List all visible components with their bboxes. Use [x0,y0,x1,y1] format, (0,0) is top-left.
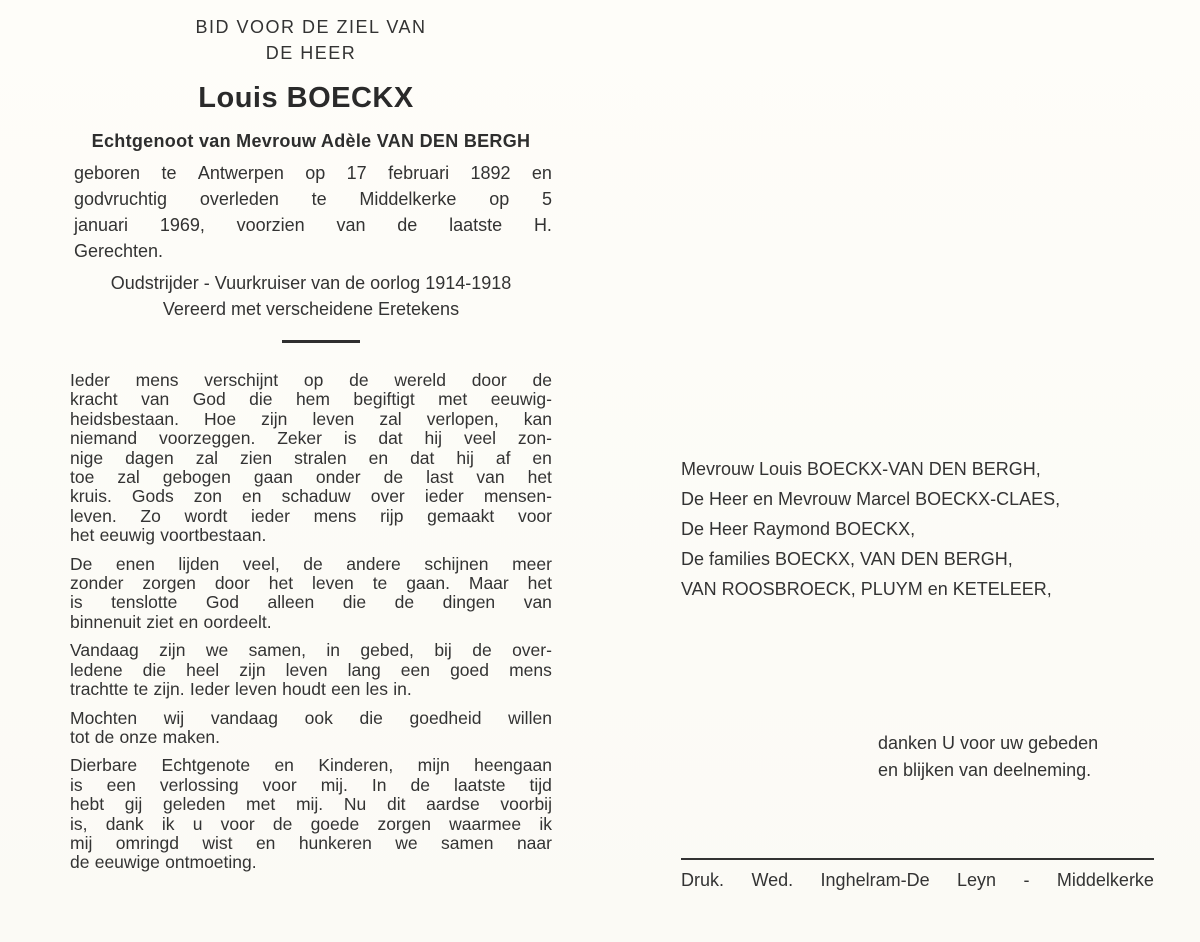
heading-line: BID VOOR DE ZIEL VAN [195,17,427,37]
prayer-line: Vandaag zijn we samen, in gebed, bij de over- [70,640,552,661]
prayer-line: De enen lijden veel, de andere schijnen meer [70,553,552,574]
prayer-line: het eeuwig voortbestaan. [70,525,267,546]
left-panel [70,14,552,882]
prayer-line: niemand voorzeggen. Zeker is dat hij veel zon- [70,428,552,449]
prayer-line: is een verlossing voor mij. In de laatste tijd [70,774,552,795]
prayer-line: Dierbare Echtgenote en Kinderen, mijn heengaan [70,755,552,776]
prayer-paragraph [70,709,552,748]
deceased-name: Louis BOECKX [198,82,414,114]
biography [70,160,552,264]
thanks-line: en blijken van deelneming. [878,760,1092,780]
prayer-paragraph [70,641,552,699]
prayer-text [70,371,552,873]
spouse-line: Echtgenoot van Mevrouw Adèle VAN DEN BERGH [91,131,531,151]
prayer-line: is tenslotte God alleen die de dingen van [70,592,552,613]
prayer-line: binnenuit ziet en oordeelt. [70,611,272,632]
printer-divider [681,858,1154,860]
prayer-line: hebt gij geleden met mij. Nu dit aardse voorbij [70,794,552,815]
thanks-line: danken U voor uw gebeden [878,733,1099,753]
prayer-line: heidsbestaan. Hoe zijn leven zal verlopen, kan [70,408,552,429]
prayer-line: trachtte te zijn. Ieder leven houdt een les in. [70,679,412,700]
family-list [681,454,1151,604]
prayer-line: kracht van God die hem begiftigt met eeuwig- [70,389,552,410]
bio-line: geboren te Antwerpen op 17 februari 1892 en [74,163,552,183]
prayer-paragraph [70,555,552,633]
veteran-info [70,270,552,322]
veteran-line: Vereerd met verscheidene Eretekens [162,299,460,319]
prayer-paragraph [70,756,552,872]
prayer-line: nige dagen zal zien stralen en dat hij af en [70,447,552,468]
thanks-text [878,730,1098,784]
prayer-line: tot de onze maken. [70,726,221,747]
family-line: De families BOECKX, VAN DEN BERGH, [681,549,1013,569]
bio-line: Gerechten. [74,241,164,261]
prayer-line: de eeuwige ontmoeting. [70,852,257,873]
prayer-line: Mochten wij vandaag ook die goedheid willen [70,707,552,728]
bio-line: januari 1969, voorzien van de laatste H. [74,215,552,235]
prayer-line: toe zal gebogen gaan onder de last van het [70,467,552,488]
prayer-paragraph [70,371,552,546]
prayer-line: ledene die heel zijn leven lang een goed mens [70,659,552,680]
prayer-line: kruis. Gods zon en schaduw over ieder mensen- [70,486,552,507]
heading [70,14,552,66]
prayer-line: is, dank ik u voor de goede zorgen waarmee ik [70,813,552,834]
prayer-line: mij omringd wist en hunkeren we samen naar [70,832,552,853]
divider [282,340,360,343]
prayer-line: leven. Zo wordt ieder mens rijp gemaakt voor [70,505,552,526]
family-line: De Heer en Mevrouw Marcel BOECKX-CLAES, [681,489,1061,509]
family-line: Mevrouw Louis BOECKX-VAN DEN BERGH, [681,459,1041,479]
family-line: De Heer Raymond BOECKX, [681,519,916,539]
printer-line: Druk. Wed. Inghelram-De Leyn - Middelkerke [681,870,1154,890]
printer-credit [681,867,1154,893]
bio-line: godvruchtig overleden te Middelkerke op 5 [74,189,552,209]
heading-line: DE HEER [265,43,357,63]
veteran-line: Oudstrijder - Vuurkruiser van de oorlog 1914-1918 [110,273,512,293]
prayer-line: Ieder mens verschijnt op de wereld door de [70,370,552,390]
family-line: VAN ROOSBROECK, PLUYM en KETELEER, [681,579,1052,599]
prayer-line: zonder zorgen door het leven te gaan. Maar het [70,573,552,594]
